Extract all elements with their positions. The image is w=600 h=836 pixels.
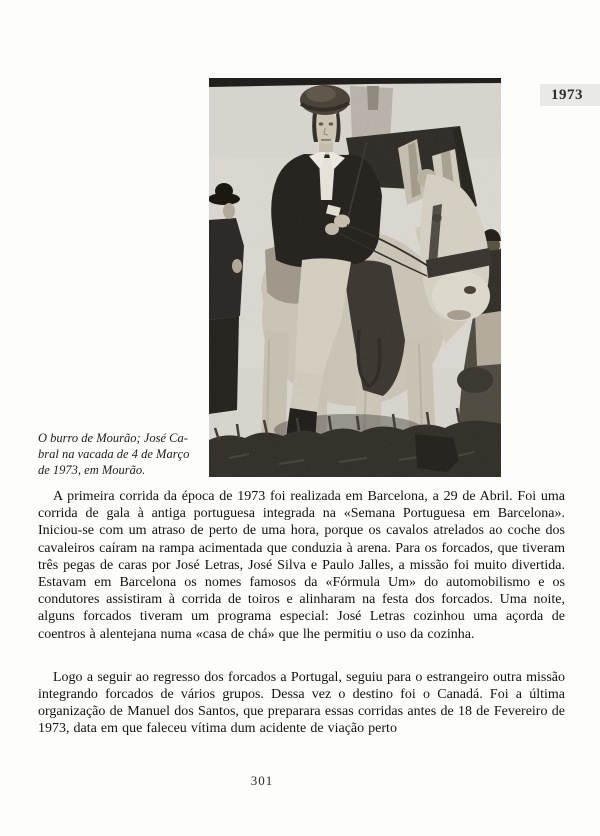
caption-line: bral na vacada de 4 de Março [38,447,190,461]
caption-line: de 1973, em Mourão. [38,463,146,477]
photo-caption [38,430,216,478]
page-number: 301 [250,773,274,788]
paragraph-1: A primeira corrida da época de 1973 foi realizada em Barcelona, a 29 de Abril. Foi uma corrida de gala à antiga portuguesa integrada na «Semana Portuguesa em Barcelona». Iniciou-se com um atraso de perto de uma hora, porque os cavalos atrelados ao coche dos cavaleiros caíram na rampa acimentada que conduzia à arena. Para os forcados, que tiveram três pegas de caras por José Letras, José Silva e Paulo Jalles, a missão foi muito divertida. Estavam em Barcelona os nomes famosos da «Fórmula Um» do automobilismo e os condutores assistiram à corrida de toiros e alinharam na festa dos forcados. Uma noite, alguns forcados tiveram um programa especial: José Letras cozinhou uma açorda de coentros à alentejana numa «casa de chá» que lhe permitiu o uso da cozinha. [38,489,565,642]
photo-grain [209,78,501,477]
caption-line: O burro de Mourão; José Ca- [38,431,188,445]
body-text [38,488,565,738]
photo-jose-cabral-donkey [209,78,501,477]
year-tab-label: 1973 [551,87,583,103]
year-tab [540,84,600,106]
photo-image [209,78,501,477]
paragraph-2: Logo a seguir ao regresso dos forcados a Portugal, seguiu para o estrangeiro outra missão integrando forcados de vários grupos. Dessa vez o destino foi o Canadá. Foi a última organização de Manuel dos Santos, que preparara essas corridas antes de 18 de Fevereiro de 1973, data em que faleceu vítima dum acidente de viação perto [38,669,565,737]
